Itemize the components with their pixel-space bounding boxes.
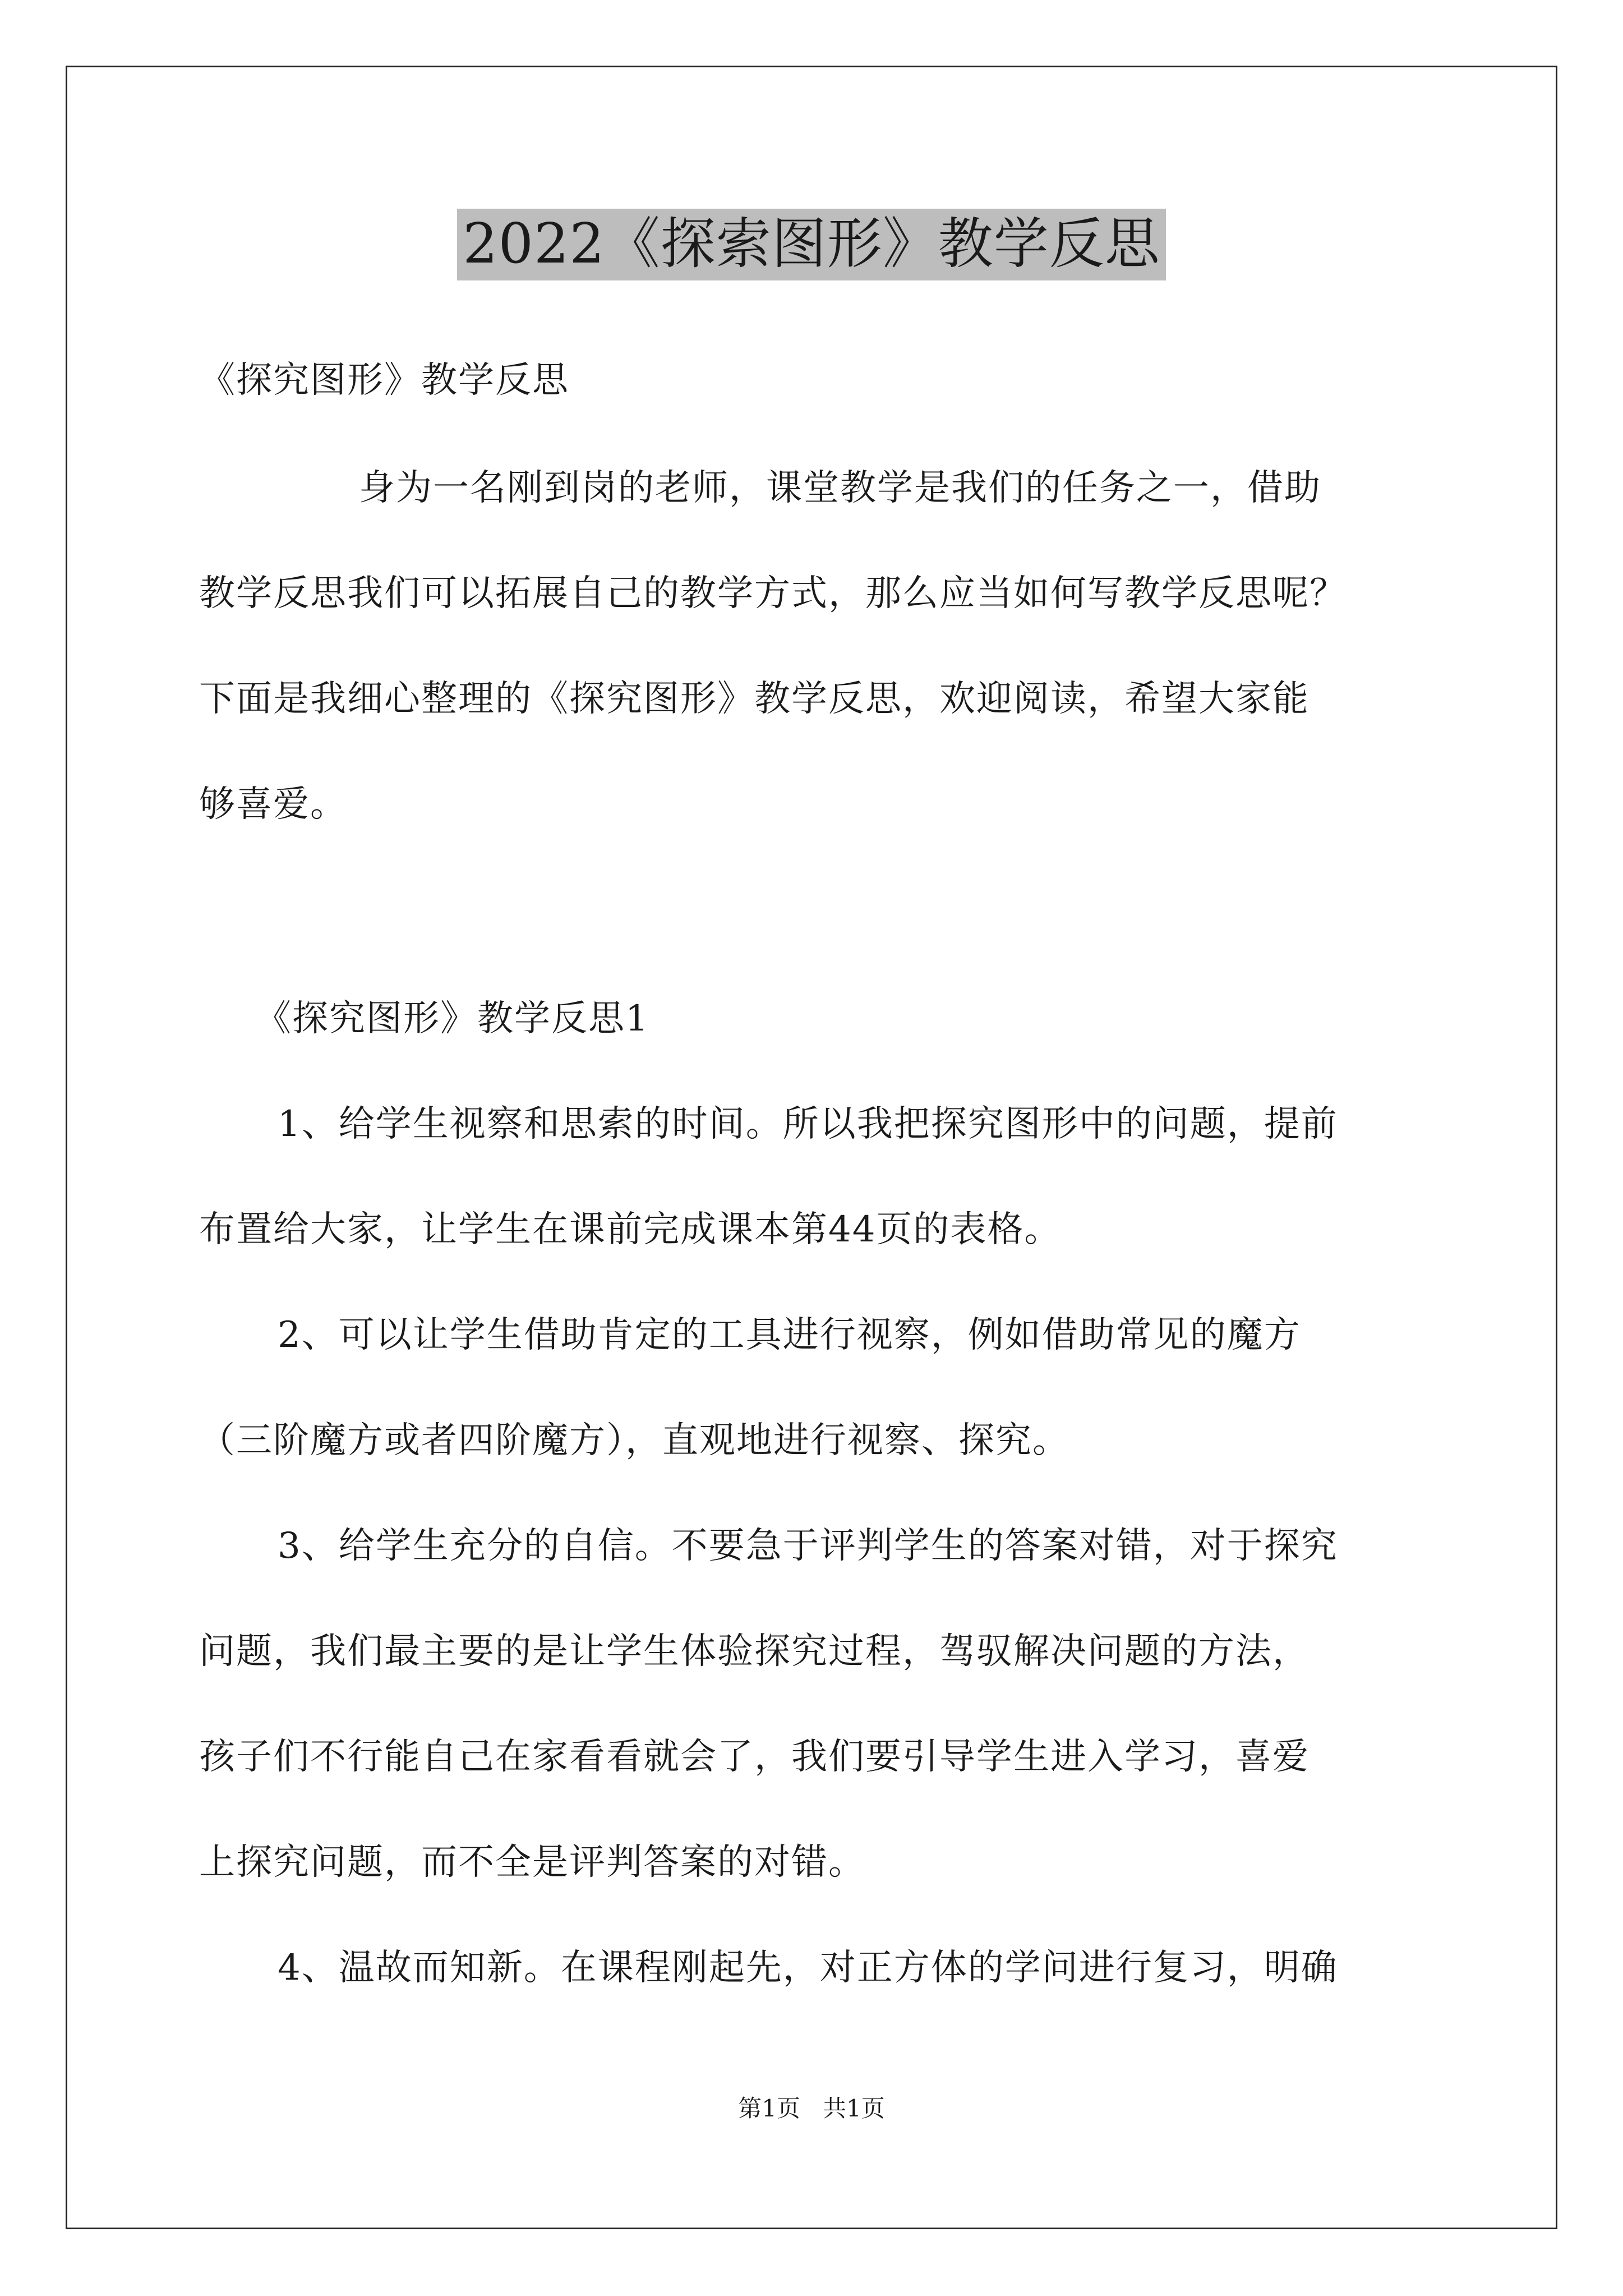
item1-line-1: 1、给学生视察和思索的时间。所以我把探究图形中的问题，提前 bbox=[278, 1103, 1338, 1145]
item2-line-1: 2、可以让学生借助肯定的工具进行视察，例如借助常见的魔方 bbox=[278, 1314, 1301, 1356]
page-footer: 第1页 共1页 bbox=[738, 2095, 885, 2122]
intro-line-2: 教学反思我们可以拓展自己的教学方式，那么应当如何写教学反思呢？ bbox=[199, 573, 1347, 614]
section-heading: 《探究图形》教学反思1 bbox=[255, 998, 649, 1039]
document-title bbox=[0, 209, 1623, 280]
item3-line-2: 问题，我们最主要的是让学生体验探究过程，驾驭解决问题的方法， bbox=[199, 1631, 1310, 1672]
intro-line-3: 下面是我细心整理的《探究图形》教学反思，欢迎阅读，希望大家能 bbox=[199, 678, 1310, 720]
item3-line-3: 孩子们不行能自己在家看看就会了，我们要引导学生进入学习，喜爱 bbox=[199, 1736, 1310, 1778]
item3-line-4: 上探究问题，而不全是评判答案的对错。 bbox=[199, 1842, 865, 1883]
item1-line-2: 布置给大家，让学生在课前完成课本第44页的表格。 bbox=[199, 1209, 1062, 1250]
intro-line-1: 身为一名刚到岗的老师，课堂教学是我们的任务之一，借助 bbox=[359, 467, 1321, 509]
intro-line-4: 够喜爱。 bbox=[199, 784, 347, 825]
subtitle: 《探究图形》教学反思 bbox=[199, 360, 569, 401]
item4-line-1: 4、温故而知新。在课程刚起先，对正方体的学问进行复习，明确 bbox=[278, 1947, 1338, 1989]
item3-line-1: 3、给学生充分的自信。不要急于评判学生的答案对错，对于探究 bbox=[278, 1525, 1338, 1567]
document-title-text: 2022《探索图形》教学反思 bbox=[457, 209, 1165, 280]
item2-line-2: （三阶魔方或者四阶魔方），直观地进行视察、探究。 bbox=[199, 1420, 1069, 1461]
